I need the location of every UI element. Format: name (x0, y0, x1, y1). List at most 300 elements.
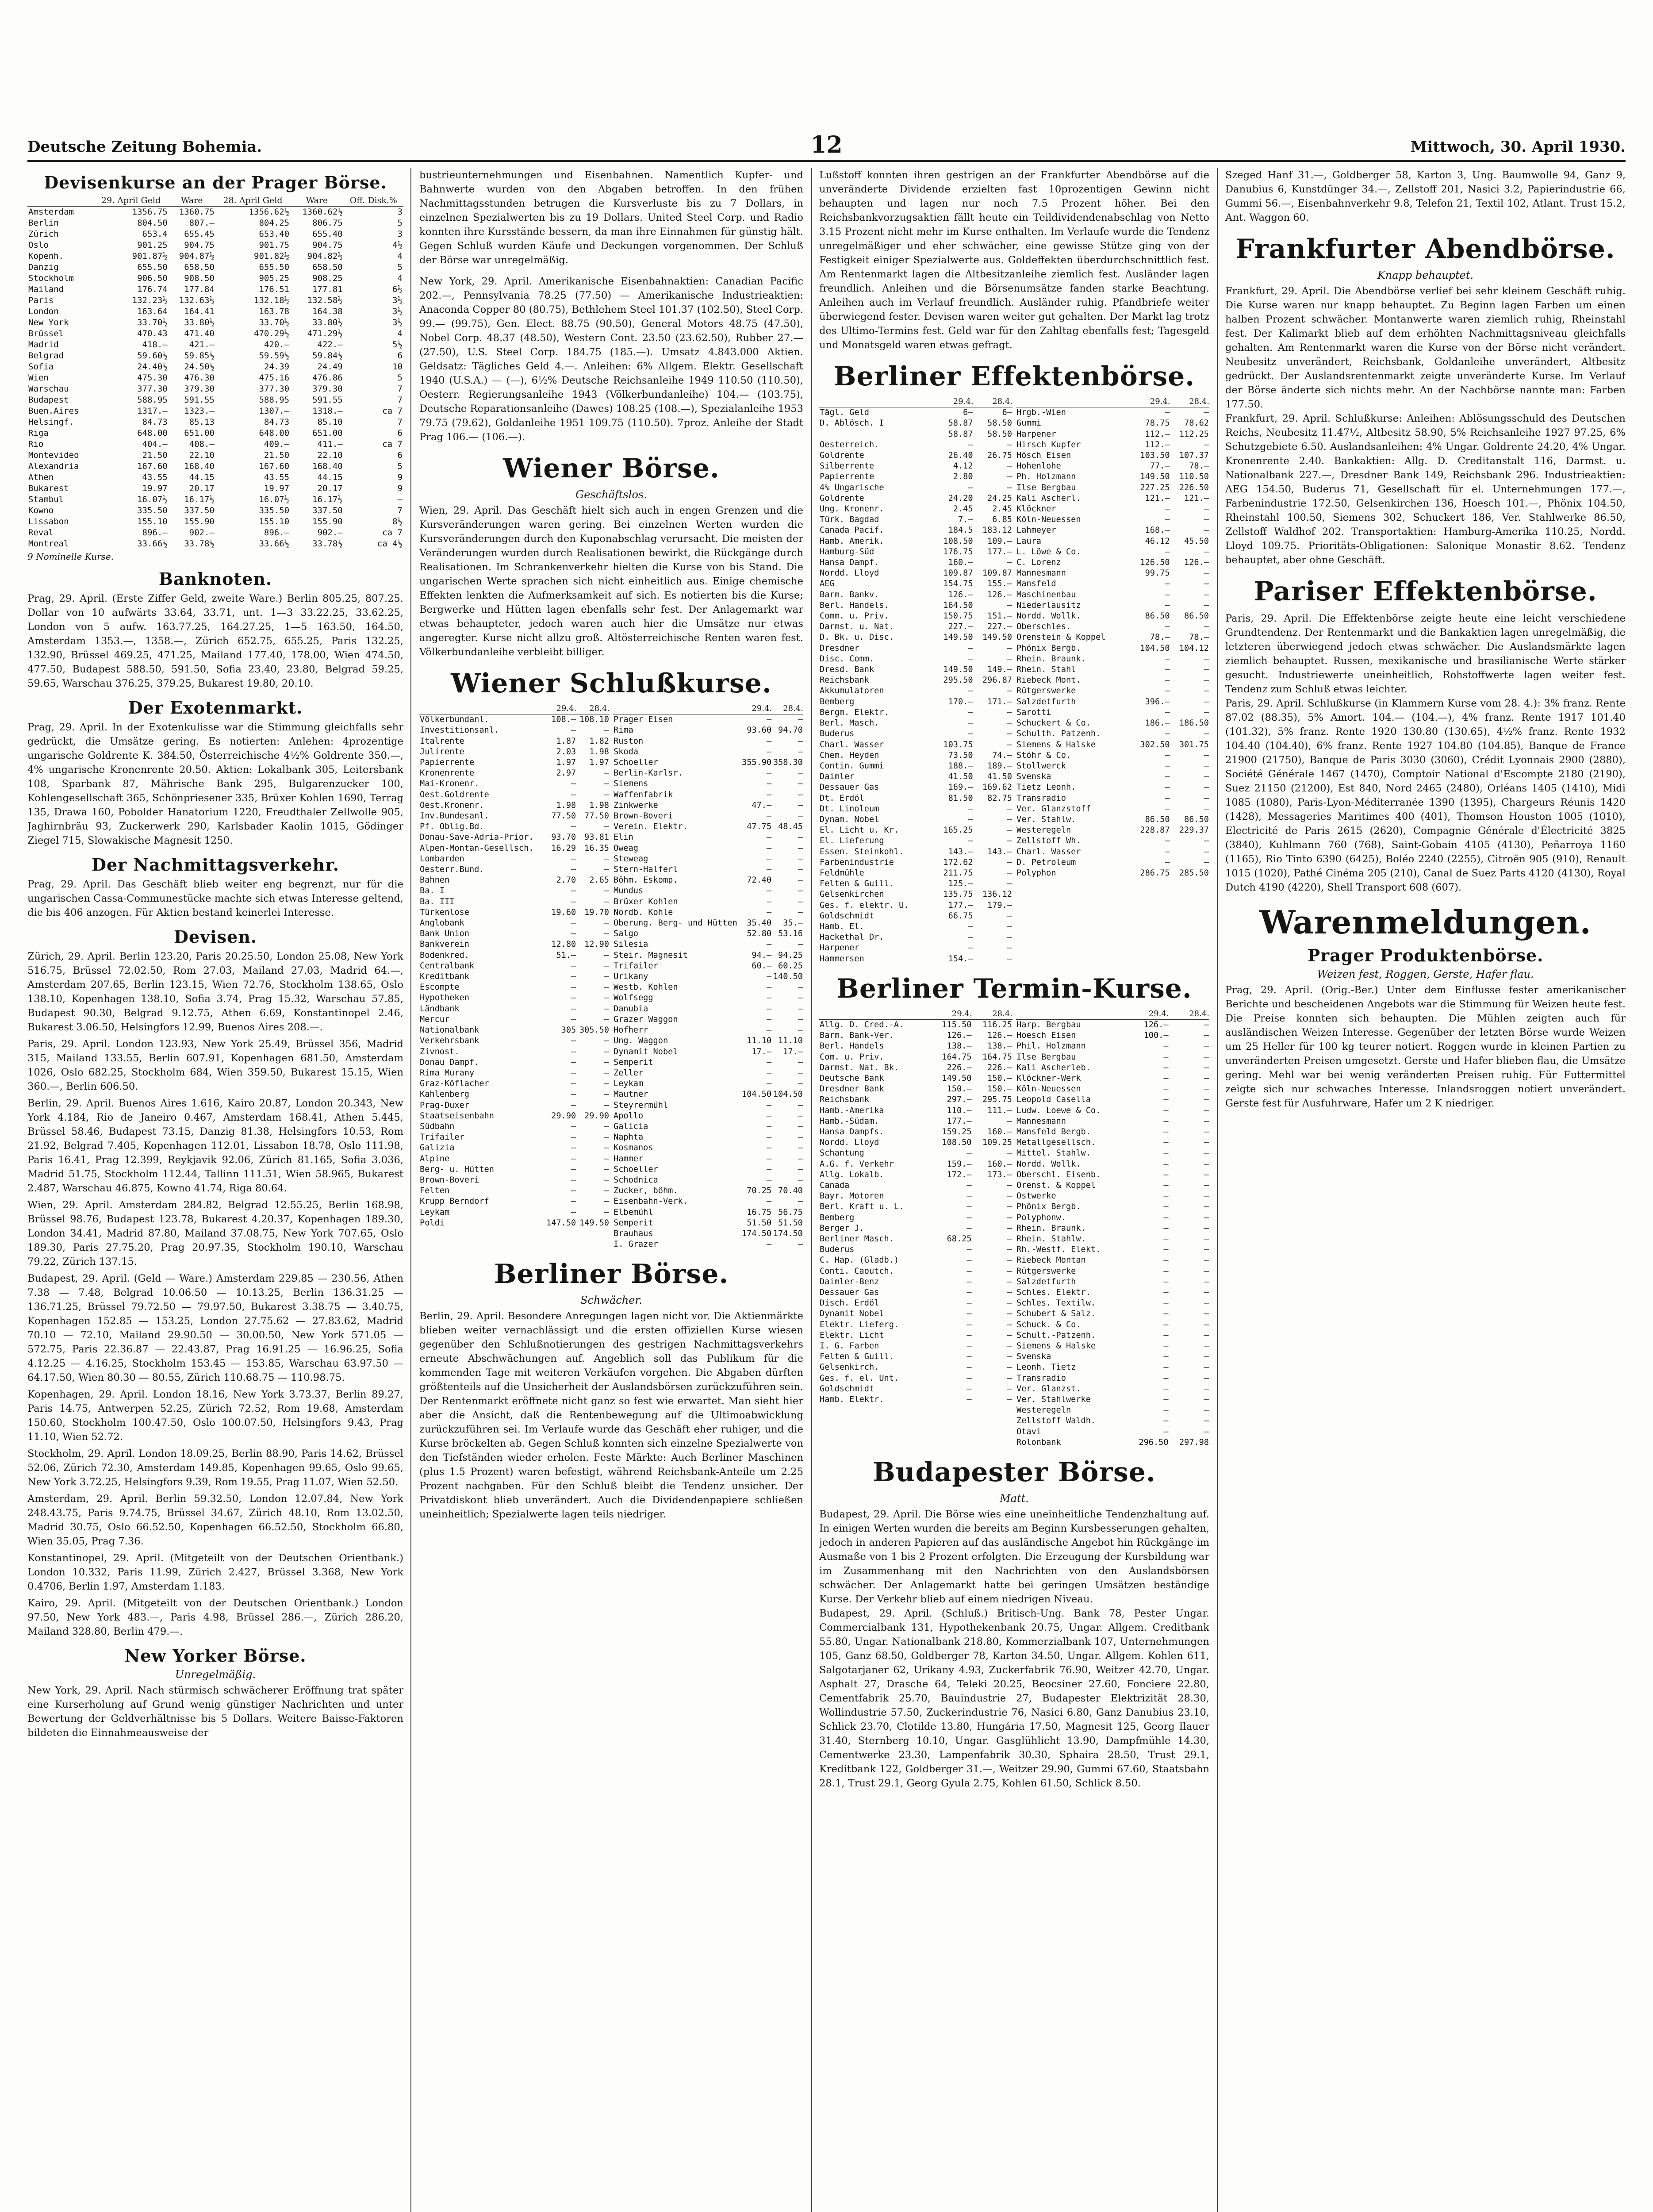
quote-cell: — (966, 1266, 972, 1276)
table-row (819, 1137, 1013, 1148)
security-name: Elektr. Lieferg. (820, 1320, 899, 1329)
quote-cell: — (1204, 1298, 1209, 1308)
table-row (27, 240, 403, 251)
security-name: Berl. Masch. (820, 718, 879, 728)
table-row (1016, 1437, 1209, 1448)
table-row (1016, 429, 1209, 440)
quote-cell: 126.— (1184, 558, 1209, 568)
security-name: Silberrente (820, 461, 874, 471)
rate-cell: 10 (392, 362, 403, 372)
quote-cell: 6.85 (992, 515, 1012, 525)
quote-cell: — (1204, 729, 1209, 739)
quote-cell: 295.75 (982, 1095, 1012, 1105)
table-row (613, 897, 803, 907)
table-row (1016, 740, 1209, 750)
quote-cell: — (966, 1298, 972, 1308)
quote-cell: 226.50 (1179, 483, 1209, 492)
security-name: Dt. Linoleum (820, 804, 879, 814)
quote-cell: — (798, 865, 803, 875)
table-row (27, 538, 403, 549)
table-row (1016, 750, 1209, 761)
quote-cell: 24.25 (987, 493, 1012, 503)
quote-cell: — (1204, 1341, 1209, 1351)
quote-cell: 94.70 (778, 726, 803, 735)
rate-cell: 655.45 (184, 229, 215, 239)
quote-cell: — (1163, 1427, 1169, 1436)
security-name: Investitionsanl. (420, 726, 499, 735)
rate-cell: 155.90 (184, 517, 215, 526)
table-row (419, 800, 610, 811)
table-row (819, 1362, 1013, 1373)
security-name: Ilse Bergbau (1016, 1052, 1076, 1062)
section-title: Wiener Schlußkurse. (451, 668, 772, 699)
quote-cell: — (1163, 1363, 1169, 1372)
quote-cell: 78.— (1189, 633, 1209, 642)
security-name: Stöhr & Co. (1016, 750, 1071, 760)
security-name: Westeregeln (1016, 1406, 1071, 1415)
security-name: Rima Murany (420, 1068, 475, 1078)
quote-cell: — (1007, 1320, 1012, 1329)
table-row (613, 993, 803, 1003)
quote-cell: 17.— (783, 1047, 803, 1056)
table-row (1016, 590, 1209, 600)
rate-cell: 896.— (142, 528, 168, 538)
table-row (819, 686, 1013, 696)
quote-cell: — (1204, 1191, 1209, 1201)
currency-name: Reval (28, 528, 54, 538)
table-row (819, 1094, 1013, 1105)
rate-cell: 901.25 (137, 240, 168, 250)
table-row (819, 922, 1013, 932)
table-row (27, 494, 403, 505)
rate-cell: 3½ (392, 318, 403, 327)
table-row (819, 740, 1013, 750)
quote-cell: 93.70 (551, 833, 576, 842)
quote-cell: — (1204, 1159, 1209, 1169)
quote-cell: — (1204, 1106, 1209, 1115)
table-row (819, 772, 1013, 782)
table-row (1016, 857, 1209, 868)
quote-cell: 143.— (948, 847, 973, 856)
table-header-row (819, 396, 1013, 407)
table-row (613, 1164, 803, 1175)
quote-cell: — (1204, 1170, 1209, 1179)
security-name: Bayr. Motoren (820, 1191, 884, 1201)
quote-cell: — (1007, 804, 1012, 814)
security-name: Prag-Duxer (420, 1100, 469, 1110)
security-name: Hackethal Dr. (820, 933, 884, 942)
currency-name: Madrid (28, 340, 59, 349)
article-text: Prag, 29. April. In der Exotenkulisse war die Stimmung gleichfalls sehr gedrückt, die Umsätze gering. Es notierten: Anlehen: 4prozentige ungarische Goldrente K. 384.50, Österreichische 4½% Goldrente 350.—, 4% ungarische Kronenrente 20.50. Aktien: Lokalbank 305, Leitersbank 108, Sparbank 87, Mährische Bank 295, Bulgarenzucker 100, Kohlengesellschaft 365, Schönpriesener 335, Brüxer Kohlen 1690, Terrag 135, Drawa 160, Pobolder Hanatorium 1220, Freudthaler Zellwolle 905, Jaghirnbräu 93, Zuckerwerk 290, Karlsbader Kaolin 1015, Gödinger Ziegel 715, Slowakische Magnesit 1250. (27, 722, 403, 846)
quote-cell: — (571, 1175, 576, 1185)
security-name: Canada (820, 1181, 850, 1190)
security-name: Semperit (614, 1218, 653, 1228)
quote-cell: — (1163, 1106, 1169, 1115)
quote-cell: 24.20 (948, 493, 973, 503)
security-name: Kali Ascherleb. (1016, 1063, 1091, 1072)
quote-cell: 150.75 (943, 611, 973, 621)
quote-cell: — (571, 726, 576, 735)
quote-cell: — (1007, 1384, 1012, 1394)
table-row (419, 1079, 610, 1089)
quote-cell: — (1204, 1266, 1209, 1276)
rate-cell: 404.— (142, 439, 168, 449)
table-row (819, 1063, 1013, 1073)
quote-cell: — (1007, 922, 1012, 931)
quote-cell: — (604, 1207, 609, 1217)
quote-cell: — (1204, 1277, 1209, 1286)
table-row (419, 1036, 610, 1046)
article-text: Prag, 29. April. (Erste Ziffer Geld, zweite Ware.) Berlin 805.25, 807.25. Dollar von 10 aufwärts 33.64, 33.71, unt. 1—3 33.22.25, 33.62.25, London von 5 aufw. 163.77.25, 164.27.25, 1—5 163.50, 164.50, Amsterdam 1353.—, 1358.—, Zürich 652.75, 655.25, Paris 132.25, 132.90, Brüssel 469.25, 471.25, Mailand 177.40, 178.00, Wien 474.50, 477.50, Budapest 588.50, 591.50, Sofia 23.40, 23.80, Belgrad 59.25, 59.65, Warschau 376.25, 379.25, Bukarest 19.80, 20.10. (27, 593, 403, 689)
rate-cell: 1307.— (259, 406, 290, 416)
rate-cell: 337.50 (184, 506, 215, 515)
rate-cell: 588.95 (137, 395, 168, 405)
rate-cell: 43.55 (264, 472, 290, 482)
table-row (819, 590, 1013, 600)
table-row (419, 843, 610, 854)
security-name: AEG (820, 579, 835, 589)
article-text: Paris, 29. April. Schlußkurse (in Klammern Kurse vom 28. 4.): 3% franz. Rente 87.02 (88.35), 5% Amort. 104.— (104.—), 4% franz. Rente 1917 101.40 (101.32), 5% franz. Rente 1920 130.80 (130.65), 4½% franz. Rente 1932 104.40 (104.40), 6% franz. Rente 1927 104.80 (104.85), Banque de France 21900 (21750), Banque de Paris 3030 (3060), Crédit Lyonnais 2900 (2880), Société Générale 1467 (1470), Comptoir National d'Escompte 2180 (2190), Suez 21150 (21200), Est 840, Nord 2465 (2480), Orléans 1405 (1410), Midi 1085 (1080), Paris-Lyon-Méditerranée 1390 (1395), Chargeurs Réunis 1420 (1428), Messageries Maritimes 400 (401), Thomson Houston 1005 (1010), Electricité de Paris 2615 (2620), Compagnie Générale d'Électricité 3825 (3840), Kuhlmann 760 (768), Saint-Gobain 4105 (4130), Peñarroya 1160 (1165), Rio Tinto 6390 (6425), Boléo 2240 (2255), Citroën 905 (910), Renault 1015 (1020), Pathé Cinéma 205 (210), Canal de Suez Parts 4120 (4130), Royal Dutch 4190 (4220), Shell Transport 608 (607). (1225, 698, 1626, 893)
table-row (613, 1079, 803, 1089)
table-row (819, 461, 1013, 472)
table-row (819, 750, 1013, 761)
quote-cell: — (604, 950, 609, 960)
rate-cell: 4 (397, 273, 403, 283)
security-name: Hamb.-Südam. (820, 1116, 879, 1126)
quote-cell: 164.75 (982, 1052, 1012, 1062)
security-name: C. Lorenz (1016, 558, 1061, 568)
rate-cell: 1318.— (312, 406, 343, 416)
security-name: Berliner Masch. (820, 1234, 894, 1244)
quote-cell: — (1163, 1084, 1169, 1094)
rate-cell: 167.60 (137, 461, 168, 471)
security-name: Papierrente (820, 472, 874, 482)
rate-cell: 5 (397, 262, 403, 272)
table-row (819, 1148, 1013, 1159)
table-row (419, 897, 610, 907)
table-row (1016, 1106, 1209, 1116)
rate-cell: 658.50 (184, 262, 215, 272)
security-name: Brown-Boveri (614, 811, 673, 821)
security-name: Südbahn (420, 1121, 455, 1131)
security-name: Dresd. Bank (820, 665, 874, 675)
table-row (819, 889, 1013, 900)
quote-cell: — (1163, 1352, 1169, 1362)
quote-cell: — (1204, 1063, 1209, 1072)
quote-cell: 159.— (947, 1159, 972, 1169)
security-name: Schodnica (614, 1175, 658, 1185)
quote-cell: 149.50 (943, 633, 973, 642)
quote-cell: — (1165, 729, 1170, 739)
table-row (819, 1255, 1013, 1266)
quote-cell: — (1165, 761, 1170, 771)
security-name: Zellstoff Wh. (1016, 836, 1081, 846)
table-row (613, 950, 803, 961)
rate-cell: 904.75 (312, 240, 343, 250)
table-row (1016, 461, 1209, 472)
table-row (1016, 1094, 1209, 1105)
security-name: Schoeller (614, 1164, 658, 1174)
security-name: Chem. Heyden (820, 750, 879, 760)
quote-cell: — (1007, 814, 1012, 824)
quote-cell: — (767, 768, 772, 778)
table-row (27, 273, 403, 284)
rate-cell: 470.43 (137, 329, 168, 338)
quote-cell: 149.50 (579, 1218, 609, 1228)
rate-cell: 422.— (317, 340, 343, 349)
table-row (1016, 761, 1209, 772)
quote-cell: — (767, 715, 772, 725)
quote-cell: 77.50 (551, 811, 576, 821)
currency-name: Sofia (28, 362, 54, 372)
quote-cell: — (571, 1121, 576, 1131)
rate-cell: 807.— (189, 218, 215, 228)
quote-cell: — (1204, 1084, 1209, 1094)
quote-cell: 46.12 (1145, 536, 1170, 546)
table-row (613, 929, 803, 939)
quote-cell: — (1007, 1277, 1012, 1286)
table-row (419, 747, 610, 757)
quote-cell: 72.40 (747, 876, 772, 885)
quote-cell: 126.— (948, 590, 973, 599)
quote-cell: — (767, 1143, 772, 1153)
security-name: Stollwerck (1016, 761, 1066, 771)
quote-cell: 12.90 (584, 940, 609, 949)
rate-cell: 1360.75 (179, 207, 215, 217)
currency-name: Zürich (28, 229, 59, 239)
rate-cell: 908.25 (312, 273, 343, 283)
currency-name: Belgrad (28, 351, 64, 361)
quote-cell: — (1204, 847, 1209, 856)
table-row (1016, 418, 1209, 429)
rate-cell: 7 (397, 395, 403, 405)
quote-cell: 135.75 (943, 890, 973, 899)
security-name: Transradio (1016, 793, 1066, 803)
table-row (1016, 1427, 1209, 1437)
devisen-section (27, 927, 403, 1639)
quote-cell: — (968, 654, 973, 664)
quote-cell: — (571, 1068, 576, 1078)
table-row (1016, 1073, 1209, 1084)
security-name: Laura (1016, 536, 1041, 546)
security-name: Svenska (1016, 1352, 1051, 1362)
security-name: Rhein. Braunk. (1016, 1223, 1086, 1233)
table-row (819, 407, 1013, 419)
footnote: 9 Nominelle Kurse. (27, 551, 114, 562)
currency-name: Montevideo (28, 450, 79, 460)
security-name: Essen. Steinkohl. (820, 847, 904, 856)
security-name: Kronenrente (420, 768, 475, 778)
quote-cell: — (968, 933, 973, 942)
quote-cell: 1.98 (556, 800, 576, 810)
quote-cell: — (767, 1025, 772, 1035)
table-row (27, 472, 403, 483)
quote-cell: — (604, 1186, 609, 1196)
quote-cell: 155.— (987, 579, 1012, 589)
quote-cell: 6— (963, 408, 973, 418)
article-text: Kairo, 29. April. (Mitgeteilt von der Deutschen Orientbank.) London 97.50, New York 483.—, Paris 4.98, Brüssel 286.—, Zürich 286.20, Mailand 328.80, Berlin 479.—. (27, 1598, 403, 1637)
quote-cell: — (767, 1197, 772, 1206)
quote-cell: — (1204, 1256, 1209, 1265)
security-name: Ver. Stahlwerke (1016, 1395, 1091, 1405)
security-name: Schantung (820, 1148, 864, 1158)
currency-name: Budapest (28, 395, 69, 405)
table-row (613, 1111, 803, 1121)
table-row (1016, 804, 1209, 814)
quote-cell: — (798, 1057, 803, 1067)
rate-cell: 16.17½ (184, 495, 215, 504)
quote-cell: — (798, 715, 803, 725)
quote-cell: — (966, 1395, 972, 1405)
quote-cell: — (767, 1121, 772, 1131)
quote-cell: 302.50 (1140, 740, 1170, 749)
rate-cell: 20.17 (317, 484, 343, 493)
currency-name: Helsingf. (28, 417, 74, 427)
rate-cell: 33.70½ (137, 318, 168, 327)
quote-cell: — (767, 1133, 772, 1142)
table-row (819, 793, 1013, 804)
table-row (613, 907, 803, 918)
section-title: Budapester Börse. (873, 1457, 1156, 1488)
quote-cell: — (604, 1090, 609, 1099)
table-row (819, 664, 1013, 675)
table-row (613, 1025, 803, 1036)
section-title: Devisenkurse an der Prager Börse. (44, 173, 387, 192)
quote-cell: 184.5 (948, 526, 973, 535)
table-row (819, 1330, 1013, 1341)
security-name: Kreditbank (420, 972, 469, 982)
security-name: Ver. Stahlw. (1016, 814, 1076, 824)
quote-cell: 41.50 (987, 772, 1012, 782)
rate-cell: 651.00 (312, 428, 343, 438)
security-name: Ver. Glanzstoff (1016, 804, 1091, 814)
quote-cell: 126.50 (1140, 558, 1170, 568)
quote-cell: — (1007, 1148, 1012, 1158)
quote-cell: 104.50 (773, 1090, 803, 1099)
quote-cell: — (1007, 1330, 1012, 1340)
quote-cell: — (966, 1191, 972, 1201)
quote-cell: — (1007, 868, 1012, 878)
table-row (819, 1052, 1013, 1063)
security-name: Akkumulatoren (820, 686, 884, 696)
quote-table (819, 396, 1013, 964)
quote-cell: — (571, 961, 576, 971)
security-name: Waffenfabrik (614, 790, 673, 799)
quote-cell: — (1204, 622, 1209, 632)
security-name: Leykam (420, 1207, 450, 1217)
table-row (1016, 1309, 1209, 1319)
table-row (613, 1100, 803, 1111)
security-name: Berlin-Karlsr. (614, 768, 683, 778)
quote-cell: 295.50 (943, 676, 973, 685)
quote-cell: — (1204, 1127, 1209, 1137)
currency-name: Danzig (28, 262, 59, 272)
security-name: Schles. Textilw. (1016, 1298, 1096, 1308)
quote-cell: — (1204, 526, 1209, 535)
rate-cell: 59.60½ (137, 351, 168, 361)
rate-cell: 43.55 (142, 472, 168, 482)
security-name: Nordb. Kohle (614, 907, 673, 917)
quote-cell: — (1165, 686, 1170, 696)
section-title: New Yorker Börse. (124, 1646, 307, 1666)
quote-cell: 1.87 (556, 736, 576, 746)
security-name: Danubia (614, 1004, 648, 1014)
table-row (1016, 782, 1209, 793)
quote-cell: 164.50 (943, 600, 973, 610)
table-row (419, 790, 610, 800)
security-name: Oberschl. Eisenb. (1016, 1170, 1101, 1179)
quote-cell: — (767, 865, 772, 875)
quote-cell: — (1163, 1095, 1169, 1105)
rate-cell: 588.95 (259, 395, 290, 405)
quote-cell: — (767, 1240, 772, 1249)
quote-cell: — (767, 811, 772, 821)
quote-cell: — (1204, 750, 1209, 760)
table-row (613, 854, 803, 864)
article-text: Konstantinopel, 29. April. (Mitgeteilt von der Deutschen Orientbank.) London 10.332, Paris 11.99, Zürich 2.427, Brüssel 3.368, New York 0.4706, Berlin 1.97, Amsterdam 1.183. (27, 1552, 403, 1592)
quote-cell: 176.75 (943, 547, 973, 557)
rate-cell: 163.78 (259, 307, 290, 316)
table-row (1016, 1341, 1209, 1352)
rate-cell: 155.90 (312, 517, 343, 526)
security-name: Svenska (1016, 772, 1051, 782)
security-name: A.G. f. Verkehr (820, 1159, 894, 1169)
rate-cell: 155.10 (137, 517, 168, 526)
table-row (613, 1121, 803, 1132)
section-subtitle: Geschäftslos. (575, 488, 647, 501)
quote-cell: — (1204, 408, 1209, 418)
table-row (819, 1244, 1013, 1255)
quote-cell: 45.50 (1184, 536, 1209, 546)
quote-cell: 109.87 (943, 568, 973, 578)
table-row (1016, 1063, 1209, 1073)
quote-cell: 103.50 (1140, 451, 1170, 461)
rate-cell: 470.29½ (254, 329, 290, 338)
wiener-boerse-section (419, 453, 803, 659)
table-row (419, 1089, 610, 1100)
security-name: Ung. Kronenr. (820, 504, 884, 514)
table-row (819, 622, 1013, 632)
rate-cell: 9 (397, 472, 403, 482)
security-name: Mansfeld (1016, 579, 1056, 589)
quote-cell: — (1165, 836, 1170, 846)
quote-cell: — (767, 983, 772, 992)
rate-cell: 408.— (189, 439, 215, 449)
table-row (1016, 1030, 1209, 1041)
quote-cell: 35.40 (747, 918, 772, 928)
table-row (819, 814, 1013, 825)
quote-cell: — (968, 836, 973, 846)
table-row (27, 406, 403, 417)
security-name: Allg. D. Cred.-A. (820, 1020, 904, 1029)
quote-cell: — (1165, 857, 1170, 867)
security-name: Charl. Wasser (1016, 847, 1081, 856)
table-row (27, 350, 403, 361)
security-name: Köln-Neuessen (1016, 1084, 1081, 1094)
quote-cell: 81.50 (948, 793, 973, 803)
security-name: Dresdner Bank (820, 1084, 884, 1094)
rate-cell: 591.55 (184, 395, 215, 405)
quote-cell: 125.— (948, 879, 973, 889)
table-row (819, 1287, 1013, 1298)
quote-cell: — (604, 1057, 609, 1067)
table-row (819, 761, 1013, 772)
quote-cell: — (968, 814, 973, 824)
table-row (1016, 568, 1209, 579)
quote-cell: 16.75 (747, 1207, 772, 1217)
quote-cell: — (1204, 707, 1209, 717)
quote-cell: — (798, 768, 803, 778)
